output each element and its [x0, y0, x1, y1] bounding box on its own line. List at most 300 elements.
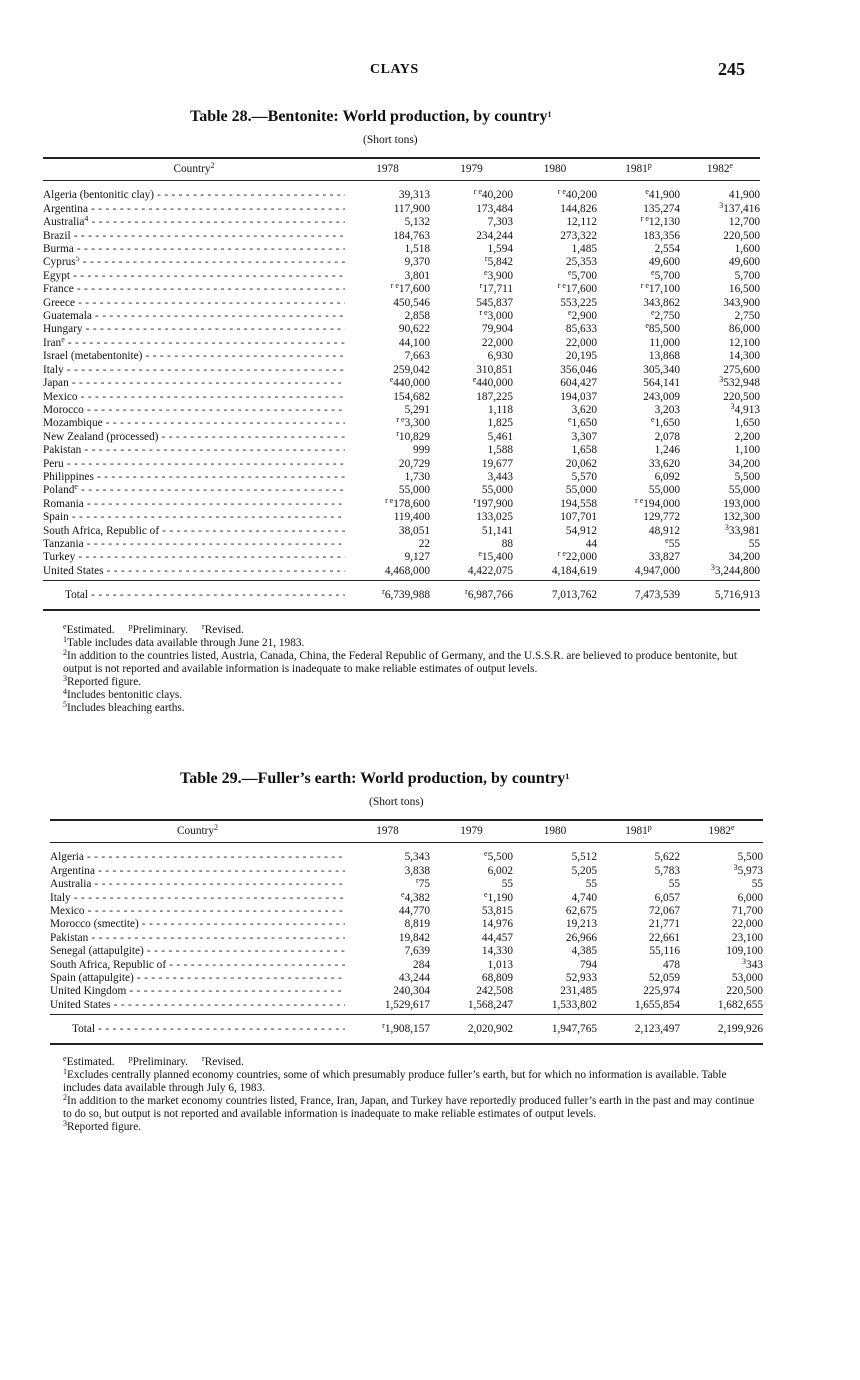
table-29 — [50, 819, 763, 1045]
legend-text: Estimated. — [66, 624, 115, 636]
value-text: 34,200 — [728, 551, 760, 564]
value-text: 53,815 — [481, 905, 513, 918]
country-name: South Africa, Republic of — [50, 958, 167, 971]
country-name-with-leader — [43, 377, 345, 389]
value-text: 343 — [746, 958, 763, 971]
legend-symbol: p — [128, 1054, 133, 1063]
country-cell — [43, 283, 345, 296]
country-cell — [43, 350, 345, 363]
value-text: 564,141 — [643, 377, 680, 390]
value-footnote-mark: r e — [557, 281, 566, 291]
country-cell — [50, 972, 345, 985]
value-text: 243,009 — [643, 390, 680, 403]
country-cell — [43, 525, 345, 538]
value-text: 6,000 — [737, 891, 763, 904]
value-cell — [513, 458, 597, 471]
value-text: 545,837 — [476, 296, 513, 309]
year-header — [680, 820, 763, 843]
country-cell — [43, 484, 345, 497]
value-cell — [597, 945, 680, 958]
value-cell — [430, 216, 513, 229]
value-text: 54,912 — [565, 524, 597, 537]
value-cell — [345, 918, 430, 931]
value-text: 5,570 — [571, 470, 597, 483]
table-row — [43, 444, 760, 457]
value-cell — [430, 878, 513, 891]
country-name-with-leader — [43, 270, 345, 282]
value-text: 6,930 — [487, 350, 513, 363]
footnote-item — [63, 1069, 763, 1095]
value-text: 6,092 — [654, 470, 680, 483]
total-value-cell — [513, 581, 597, 610]
value-cell — [430, 972, 513, 985]
value-text: 273,322 — [560, 229, 597, 242]
table-row — [43, 458, 760, 471]
value-text: 5,622 — [654, 851, 680, 864]
value-cell — [680, 484, 760, 497]
country-name-with-leader — [43, 538, 345, 550]
table-row — [50, 972, 763, 985]
table-row — [43, 417, 760, 430]
value-text: 450,546 — [393, 296, 430, 309]
country-cell — [43, 364, 345, 377]
country-name: Philippines — [43, 470, 94, 483]
value-cell — [345, 985, 430, 998]
value-cell — [597, 959, 680, 972]
value-text: 52,059 — [648, 972, 680, 985]
table-29-title: Table 29.—Fuller’s earth: World production, by country$^1$ — [180, 770, 570, 787]
value-cell — [680, 551, 760, 564]
value-footnote-mark: e — [645, 321, 649, 331]
value-cell — [597, 565, 680, 581]
value-cell — [345, 391, 430, 404]
country-cell — [43, 189, 345, 202]
value-cell — [597, 310, 680, 323]
value-cell — [345, 310, 430, 323]
country-name: United Kingdom — [50, 985, 127, 998]
value-text: 3,300 — [404, 417, 430, 430]
footnote-text: Includes bleaching earths. — [67, 702, 185, 714]
value-footnote-mark: r — [484, 254, 488, 264]
value-cell — [680, 270, 760, 283]
value-cell — [345, 851, 430, 864]
value-text: 1,682,655 — [717, 998, 763, 1011]
value-cell — [513, 985, 597, 998]
table-row — [50, 892, 763, 905]
value-footnote-mark: e — [472, 375, 477, 385]
value-footnote-mark: r e — [640, 214, 649, 224]
value-text: 1,588 — [487, 444, 513, 457]
country-cell — [43, 256, 345, 269]
country-name-with-leader — [50, 959, 345, 971]
country-header — [50, 820, 345, 843]
value-cell — [345, 256, 430, 269]
value-cell — [430, 364, 513, 377]
value-footnote-mark: 3 — [719, 375, 724, 385]
value-footnote-mark: r e — [640, 281, 649, 291]
total-value: 1,947,765 — [551, 1023, 597, 1036]
country-name-with-leader — [50, 905, 345, 917]
value-footnote-mark: r e — [385, 495, 394, 505]
value-cell — [430, 377, 513, 390]
value-text: 7,663 — [404, 350, 430, 363]
value-cell — [345, 525, 430, 538]
value-cell — [430, 444, 513, 457]
value-text: 1,650 — [654, 417, 680, 430]
value-cell — [345, 189, 430, 202]
country-cell — [43, 310, 345, 323]
value-text: 49,600 — [648, 256, 680, 269]
value-text: 3,620 — [571, 403, 597, 416]
value-cell — [430, 484, 513, 497]
year-label: 1980 — [543, 825, 567, 837]
value-cell — [680, 243, 760, 256]
value-text: 440,000 — [393, 377, 430, 390]
value-cell — [680, 401, 760, 417]
value-cell — [513, 878, 597, 891]
country-name-with-leader — [50, 945, 345, 957]
value-footnote-mark: e — [665, 535, 669, 545]
value-text: 4,422,075 — [467, 564, 513, 577]
value-text: 51,141 — [481, 524, 513, 537]
value-cell — [597, 932, 680, 945]
value-text: 3,838 — [404, 864, 430, 877]
country-name-with-leader — [50, 985, 345, 997]
country-name-with-leader — [43, 391, 345, 403]
value-text: 2,200 — [734, 430, 760, 443]
value-cell — [430, 471, 513, 484]
value-cell — [513, 230, 597, 243]
value-cell — [345, 458, 430, 471]
value-cell — [680, 999, 763, 1015]
country-name: Algeria — [50, 851, 84, 864]
value-footnote-mark: e — [484, 267, 488, 277]
country-name: Mexico — [43, 390, 78, 403]
year-header — [513, 158, 597, 181]
value-text: 240,304 — [393, 985, 430, 998]
country-name-with-leader — [50, 865, 345, 877]
value-cell — [513, 417, 597, 430]
country-name: Pakistan — [43, 444, 82, 457]
value-footnote-mark: 3 — [742, 956, 747, 966]
value-text: 194,558 — [560, 497, 597, 510]
country-cell — [43, 216, 345, 229]
country-cell — [43, 551, 345, 564]
value-cell — [680, 985, 763, 998]
value-text: 194,000 — [643, 497, 680, 510]
footnote-item — [63, 650, 760, 676]
country-name-with-leader — [43, 189, 345, 201]
value-cell — [430, 525, 513, 538]
country-name-with-leader — [43, 525, 345, 537]
country-name: Turkey — [43, 551, 76, 564]
total-label-with-leader — [72, 1023, 345, 1035]
table-row — [50, 945, 763, 958]
value-text: 22,000 — [731, 918, 763, 931]
value-cell — [597, 267, 680, 283]
value-text: 5,205 — [571, 864, 597, 877]
value-text: 5,700 — [654, 269, 680, 282]
value-text: 16,500 — [728, 283, 760, 296]
value-text: 553,225 — [560, 296, 597, 309]
value-text: 22,000 — [481, 336, 513, 349]
total-value: 7,473,539 — [634, 589, 680, 602]
footnote-number: 1 — [63, 1067, 67, 1076]
value-cell — [597, 972, 680, 985]
value-cell — [680, 256, 760, 269]
value-cell — [597, 203, 680, 216]
value-text: 40,200 — [481, 189, 513, 202]
value-text: 22,000 — [565, 336, 597, 349]
value-cell — [345, 495, 430, 511]
value-text: 55 — [585, 878, 597, 891]
value-text: 119,400 — [393, 511, 430, 524]
value-cell — [513, 404, 597, 417]
value-text: 10,829 — [398, 430, 430, 443]
value-text: 44,770 — [398, 905, 430, 918]
value-text: 4,382 — [404, 891, 430, 904]
value-text: 44,457 — [481, 931, 513, 944]
value-cell — [345, 945, 430, 958]
value-text: 107,701 — [560, 511, 597, 524]
total-value: 5,716,913 — [714, 589, 760, 602]
country-name-with-leader — [43, 297, 345, 309]
value-cell — [597, 511, 680, 524]
table-row — [43, 511, 760, 524]
country-cell — [43, 471, 345, 484]
value-cell — [430, 417, 513, 430]
country-name-with-leader — [43, 364, 345, 376]
total-label: Total — [65, 589, 89, 602]
value-cell — [345, 283, 430, 296]
country-name: Hungary — [43, 323, 83, 336]
country-name: New Zealand (processed) — [43, 430, 159, 443]
value-cell — [345, 538, 430, 551]
footnote-text: Reported figure. — [67, 676, 142, 688]
total-value-cell — [430, 1015, 513, 1044]
value-text: 197,900 — [476, 497, 513, 510]
value-text: 5,461 — [487, 430, 513, 443]
value-text: 259,042 — [393, 363, 430, 376]
table-row — [50, 878, 763, 891]
table-row — [50, 932, 763, 945]
legend-entry — [202, 624, 244, 636]
value-cell — [345, 471, 430, 484]
country-name: Brazil — [43, 229, 71, 242]
value-cell — [345, 905, 430, 918]
value-footnote-mark: r — [416, 876, 419, 886]
country-name: Spain (attapulgite) — [50, 972, 134, 985]
footnote-number: 2 — [63, 648, 67, 657]
value-footnote-mark: 3 — [710, 562, 715, 572]
value-cell — [597, 391, 680, 404]
value-text: 40,200 — [565, 189, 597, 202]
year-status-mark: p — [647, 161, 652, 170]
country-name: Greece — [43, 296, 75, 309]
value-text: 1,246 — [654, 444, 680, 457]
country-name: Argentina — [43, 202, 88, 215]
value-text: 133,025 — [476, 511, 513, 524]
value-cell — [680, 892, 763, 905]
total-value: 2,020,902 — [467, 1023, 513, 1036]
year-label: 1979 — [460, 163, 483, 175]
legend-text: Estimated. — [66, 1056, 115, 1068]
total-value-cell — [345, 581, 430, 610]
value-text: 38,051 — [398, 524, 430, 537]
value-footnote-mark: e — [568, 267, 572, 277]
value-text: 135,274 — [643, 202, 680, 215]
value-cell — [345, 230, 430, 243]
legend-symbol: p — [128, 622, 133, 631]
total-value-cell — [597, 1015, 680, 1044]
country-cell — [50, 918, 345, 931]
value-text: 55 — [748, 537, 760, 550]
value-text: 11,000 — [649, 336, 680, 349]
country-name-with-leader — [50, 999, 345, 1011]
table-row — [43, 391, 760, 404]
value-footnote-mark: r e — [396, 415, 405, 425]
value-cell — [430, 458, 513, 471]
country-cell — [43, 431, 345, 444]
value-text: 144,826 — [560, 202, 597, 215]
legend-text: Preliminary. — [132, 624, 189, 636]
value-text: 34,200 — [728, 457, 760, 470]
footnote-text: In addition to the countries listed, Austria, Canada, China, the Federal Republic of Germany, and the U.S.S.R. are believed to produce bentonite, but output is not reported and available information is inadequate to make reliable estimates of output levels. — [63, 650, 738, 675]
table-29-unit: (Short tons) — [369, 796, 424, 808]
country-cell — [50, 851, 345, 864]
table-28-unit: (Short tons) — [363, 134, 418, 146]
legend-entry — [63, 624, 115, 636]
value-cell — [597, 377, 680, 390]
value-cell — [513, 551, 597, 564]
country-name-with-leader — [43, 458, 345, 470]
country-cell — [43, 391, 345, 404]
value-text: 22,000 — [565, 551, 597, 564]
value-cell — [680, 538, 760, 551]
value-cell — [597, 323, 680, 336]
value-text: 129,772 — [643, 511, 680, 524]
value-footnote-mark: r — [473, 495, 477, 505]
value-text: 5,343 — [404, 851, 430, 864]
year-status-mark: e — [729, 161, 734, 170]
country-name: Burma — [43, 243, 74, 256]
value-text: 55,000 — [565, 484, 597, 497]
value-cell — [513, 256, 597, 269]
value-cell — [680, 323, 760, 336]
country-name-with-leader — [43, 565, 345, 577]
value-cell — [513, 525, 597, 538]
country-footnote-mark: e — [74, 484, 78, 492]
footnote-text: In addition to the market economy countries listed, France, Iran, Japan, and Turkey have reportedly produced fuller’s earth in the past and may continue to do so, but output is not reported and available information is inadequate to make reliable estimates of output levels. — [63, 1095, 755, 1120]
table-row — [43, 189, 760, 202]
footnote-text: Includes bentonitic clays. — [67, 689, 183, 701]
value-cell — [680, 918, 763, 931]
total-footnote-mark: r — [465, 587, 468, 597]
value-text: 75 — [418, 878, 430, 891]
value-text: 55,000 — [648, 484, 680, 497]
value-text: 90,622 — [398, 323, 430, 336]
value-text: 12,100 — [728, 336, 760, 349]
value-cell — [430, 551, 513, 564]
legend-symbol: e — [63, 1054, 67, 1063]
value-text: 193,000 — [723, 497, 760, 510]
country-name-with-leader — [43, 310, 345, 322]
value-cell — [430, 959, 513, 972]
year-header — [430, 158, 513, 181]
value-cell — [597, 283, 680, 296]
value-cell — [345, 216, 430, 229]
total-value: 6,739,988 — [384, 589, 430, 602]
value-cell — [513, 892, 597, 905]
value-cell — [513, 945, 597, 958]
value-cell — [680, 337, 760, 350]
footnote-item — [63, 676, 760, 689]
total-value-cell — [597, 581, 680, 610]
table-28-title: Table 28.—Bentonite: World production, by country$^1$ — [190, 108, 552, 125]
country-cell — [43, 243, 345, 256]
value-text: 14,330 — [481, 945, 513, 958]
country-name-with-leader — [43, 256, 345, 268]
value-cell — [597, 905, 680, 918]
value-cell — [513, 959, 597, 972]
value-cell — [513, 337, 597, 350]
value-text: 532,948 — [723, 377, 760, 390]
value-cell — [597, 256, 680, 269]
running-head: CLAYS — [370, 62, 419, 77]
table-row — [50, 918, 763, 931]
table-row — [43, 498, 760, 511]
value-cell — [430, 985, 513, 998]
country-name: Tanzania — [43, 537, 84, 550]
table-row — [43, 270, 760, 283]
value-text: 6,057 — [654, 891, 680, 904]
country-header-footnote: 2 — [210, 161, 215, 170]
country-name: Italy — [43, 363, 64, 376]
country-name-with-leader — [43, 511, 345, 523]
value-text: 14,976 — [481, 918, 513, 931]
value-cell — [597, 918, 680, 931]
value-text: 44,100 — [398, 336, 430, 349]
value-cell — [680, 230, 760, 243]
value-cell — [430, 203, 513, 216]
footnote-item — [63, 1121, 763, 1134]
country-footnote-mark: 5 — [75, 256, 80, 264]
table-row — [43, 525, 760, 538]
value-text: 1,600 — [734, 243, 760, 256]
value-cell — [513, 243, 597, 256]
value-text: 1,190 — [487, 891, 513, 904]
value-cell — [597, 216, 680, 229]
country-name-with-leader — [43, 444, 345, 456]
value-text: 1,825 — [487, 417, 513, 430]
value-cell — [430, 865, 513, 878]
value-cell — [430, 851, 513, 864]
value-text: 55 — [668, 878, 680, 891]
value-text: 5,512 — [571, 851, 597, 864]
value-text: 85,500 — [648, 323, 680, 336]
value-text: 220,500 — [723, 390, 760, 403]
value-cell — [597, 999, 680, 1015]
value-cell — [597, 444, 680, 457]
year-label: 1980 — [543, 163, 567, 175]
value-cell — [680, 471, 760, 484]
value-cell — [430, 267, 513, 283]
value-text: 5,291 — [404, 403, 430, 416]
legend-symbol: e — [63, 622, 67, 631]
value-cell — [513, 999, 597, 1015]
value-text: 4,184,619 — [551, 564, 597, 577]
value-cell — [430, 999, 513, 1015]
